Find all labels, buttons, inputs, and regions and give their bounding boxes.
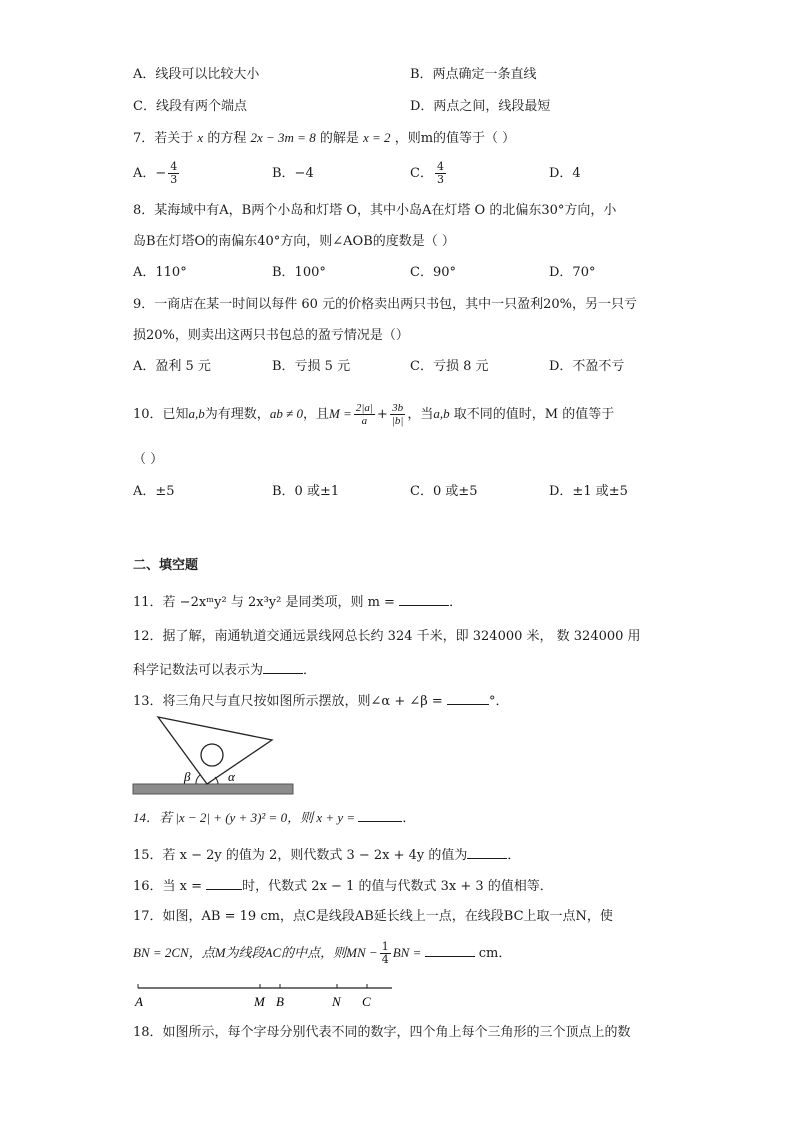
line-segment-figure xyxy=(130,980,400,1012)
q7-option-a: A．− $\frac{4}{3}$ xyxy=(133,160,178,186)
alpha-arc xyxy=(215,777,218,784)
q11: 11．若 −2xᵐy² 与 2x³y² 是同类项，则 m = ． xyxy=(133,595,463,610)
q8-line2: 岛B在灯塔O的南偏东40°方向，则∠AOB的度数是（ ） xyxy=(133,234,455,249)
q10-option-c: C．0 或±5 xyxy=(410,484,478,499)
q10-stem: 10．已知a,b为有理数，ab ≠ 0，且M = $\frac{2|a|}{a}$ + $\frac{3b}{|b|}$ ，当a,b 取不同的值时，M 的值等于 xyxy=(133,402,615,427)
q8-option-a: A．110° xyxy=(133,265,187,280)
q8-option-c: C．90° xyxy=(410,265,456,280)
ruler-bar xyxy=(133,784,293,794)
q8-line1: 8．某海域中有A，B两个小岛和灯塔 O，其中小岛A在灯塔 O 的北偏东30°方向，小 xyxy=(133,203,617,218)
label-B: B xyxy=(276,994,284,1009)
q7-stem: 7．若关于 x 的方程 2x − 3m = 8 的解是 x = 2 ，则m的值等于（ ） xyxy=(133,130,516,146)
set-square-hole xyxy=(201,744,223,766)
alpha-label: α xyxy=(228,769,235,784)
label-M: M xyxy=(254,994,265,1009)
q12-line1: 12．据了解，南通轨道交通远景线网总长约 324 千米，即 324000 米， 数 324000 用 xyxy=(133,629,641,644)
q9-option-d: D．不盈不亏 xyxy=(549,359,625,374)
section-title-fill-in: 二、填空题 xyxy=(133,558,199,573)
q10-paren: （ ） xyxy=(133,452,164,467)
q6-option-a: A．线段可以比较大小 xyxy=(133,67,260,82)
q10-option-d: D．±1 或±5 xyxy=(549,484,628,499)
q6-option-b: B．两点确定一条直线 xyxy=(410,67,537,82)
q16: 16．当 x = 时，代数式 2x − 1 的值与代数式 3x + 3 的值相等． xyxy=(133,879,553,894)
q10-option-a: A．±5 xyxy=(133,484,175,499)
label-A: A xyxy=(135,994,143,1009)
q9-line2: 损20%，则卖出这两只书包总的盈亏情况是（） xyxy=(133,328,409,343)
q8-option-b: B．100° xyxy=(272,265,326,280)
answer-blank xyxy=(425,944,475,957)
answer-blank xyxy=(206,877,242,890)
answer-blank xyxy=(399,593,449,606)
beta-arc xyxy=(196,775,200,784)
q15: 15．若 x − 2y 的值为 2，则代数式 3 − 2x + 4y 的值为 ． xyxy=(133,848,521,863)
q9-line1: 9．一商店在某一时间以每件 60 元的价格卖出两只书包，其中一只盈利20%，另一只亏 xyxy=(133,297,637,312)
q7-option-d: D．4 xyxy=(549,166,581,181)
answer-blank xyxy=(263,661,303,674)
answer-blank xyxy=(358,809,402,822)
q12-line2: 科学记数法可以表示为 ． xyxy=(133,663,317,678)
q9-option-a: A．盈利 5 元 xyxy=(133,359,211,374)
q7-option-c: C． $\frac{4}{3}$ xyxy=(410,160,444,186)
triangle-ruler-figure xyxy=(130,713,300,798)
q13: 13．将三角尺与直尺按如图所示摆放，则∠α + ∠β = °． xyxy=(133,694,509,709)
beta-label: β xyxy=(184,769,191,784)
q14: 14．若 |x − 2| + (y + 3)² = 0，则 x + y = ． xyxy=(133,810,416,826)
label-C: C xyxy=(362,994,371,1009)
q6-option-c: C．线段有两个端点 xyxy=(133,99,247,114)
q9-option-b: B．亏损 5 元 xyxy=(272,359,351,374)
q17-line1: 17．如图，AB = 19 cm，点C是线段AB延长线上一点，在线段BC上取一点N，使 xyxy=(133,909,613,924)
label-N: N xyxy=(332,994,341,1009)
answer-blank xyxy=(467,846,507,859)
q7-option-b: B．−4 xyxy=(272,166,314,181)
answer-blank xyxy=(447,692,489,705)
q6-option-d: D．两点之间，线段最短 xyxy=(410,99,551,114)
q9-option-c: C．亏损 8 元 xyxy=(410,359,489,374)
q18-line1: 18．如图所示，每个字母分别代表不同的数字，四个角上每个三角形的三个顶点上的数 xyxy=(133,1025,631,1040)
q10-option-b: B．0 或±1 xyxy=(272,484,340,499)
q17-line2: BN = 2CN，点M为线段AC的中点，则MN − $\frac{1}{4}$ BN = cm． xyxy=(133,940,512,966)
q8-option-d: D．70° xyxy=(549,265,596,280)
